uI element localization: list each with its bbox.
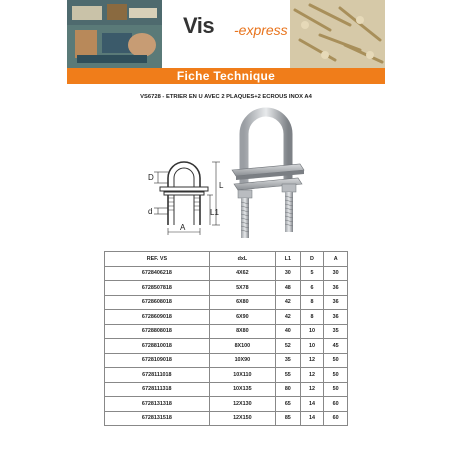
table-cell: 6728808018: [105, 324, 210, 339]
table-cell: 40: [275, 324, 300, 339]
spec-table: [104, 251, 348, 426]
table-cell: 6: [300, 281, 324, 296]
tools-photo: [67, 0, 162, 68]
table-cell: 12: [300, 353, 324, 368]
table-cell: 6X80: [209, 295, 275, 310]
table-cell: 10: [300, 339, 324, 354]
screws-photo: [290, 0, 385, 68]
label-D: D: [148, 173, 154, 182]
table-cell: 36: [324, 310, 348, 325]
table-cell: 6728109018: [105, 353, 210, 368]
product-title: VS6728 - ETRIER EN U AVEC 2 PLAQUES+2 ECROUS INOX A4: [140, 94, 312, 100]
table-cell: 42: [275, 310, 300, 325]
table-cell: 6728131518: [105, 411, 210, 426]
table-cell: 6728507818: [105, 281, 210, 296]
table-row: [105, 411, 348, 426]
table-cell: 12X130: [209, 397, 275, 412]
logo-suffix: -express: [234, 22, 288, 38]
table-cell: 50: [324, 382, 348, 397]
table-cell: 48: [275, 281, 300, 296]
table-cell: 42: [275, 295, 300, 310]
table-cell: 30: [324, 266, 348, 281]
header: [67, 0, 385, 68]
label-d: d: [148, 207, 153, 216]
col-header-d: D: [300, 252, 324, 267]
table-cell: 36: [324, 281, 348, 296]
table-cell: 14: [300, 397, 324, 412]
label-L: L: [219, 181, 224, 190]
banner: [67, 68, 385, 84]
col-header-dxl: dxL: [209, 252, 275, 267]
table-cell: 8: [300, 310, 324, 325]
table-cell: 14: [300, 411, 324, 426]
table-row: [105, 382, 348, 397]
table-cell: 52: [275, 339, 300, 354]
table-row: [105, 266, 348, 281]
table-cell: 8: [300, 295, 324, 310]
table-cell: 8X80: [209, 324, 275, 339]
label-L1: L1: [210, 208, 219, 217]
table-cell: 5X78: [209, 281, 275, 296]
table-row: [105, 397, 348, 412]
table-cell: 60: [324, 411, 348, 426]
table-cell: 10X110: [209, 368, 275, 383]
table-cell: 6728131318: [105, 397, 210, 412]
table-cell: 5: [300, 266, 324, 281]
table-cell: 35: [324, 324, 348, 339]
table-cell: 50: [324, 353, 348, 368]
table-cell: 6728609018: [105, 310, 210, 325]
table-cell: 35: [275, 353, 300, 368]
table-cell: 6728608018: [105, 295, 210, 310]
product-photo: [228, 104, 308, 244]
table-row: [105, 281, 348, 296]
table-cell: 8X100: [209, 339, 275, 354]
table-cell: 6728111018: [105, 368, 210, 383]
table-cell: 36: [324, 295, 348, 310]
table-cell: 6728406218: [105, 266, 210, 281]
table-cell: 30: [275, 266, 300, 281]
table-cell: 80: [275, 382, 300, 397]
table-cell: 65: [275, 397, 300, 412]
col-header-a: A: [324, 252, 348, 267]
col-header-ref: REF. VS: [105, 252, 210, 267]
table-row: [105, 368, 348, 383]
banner-title: Fiche Technique: [176, 69, 276, 83]
table-cell: 6728810018: [105, 339, 210, 354]
table-cell: 50: [324, 368, 348, 383]
table-cell: 6728111318: [105, 382, 210, 397]
logo-text: Vis: [183, 13, 215, 38]
table-cell: 45: [324, 339, 348, 354]
label-A: A: [180, 223, 186, 232]
table-cell: 60: [324, 397, 348, 412]
table-row: [105, 310, 348, 325]
table-cell: 10: [300, 324, 324, 339]
table-row: [105, 295, 348, 310]
table-row: [105, 353, 348, 368]
technical-drawing: [130, 150, 230, 240]
table-cell: 85: [275, 411, 300, 426]
table-row: [105, 324, 348, 339]
table-cell: 12: [300, 368, 324, 383]
table-cell: 4X62: [209, 266, 275, 281]
table-cell: 6X90: [209, 310, 275, 325]
table-cell: 55: [275, 368, 300, 383]
table-body: [105, 266, 348, 426]
table-cell: 12: [300, 382, 324, 397]
table-header-row: [105, 252, 348, 267]
table-row: [105, 339, 348, 354]
table-cell: 10X135: [209, 382, 275, 397]
col-header-l1: L1: [275, 252, 300, 267]
table-cell: 10X90: [209, 353, 275, 368]
table-cell: 12X150: [209, 411, 275, 426]
